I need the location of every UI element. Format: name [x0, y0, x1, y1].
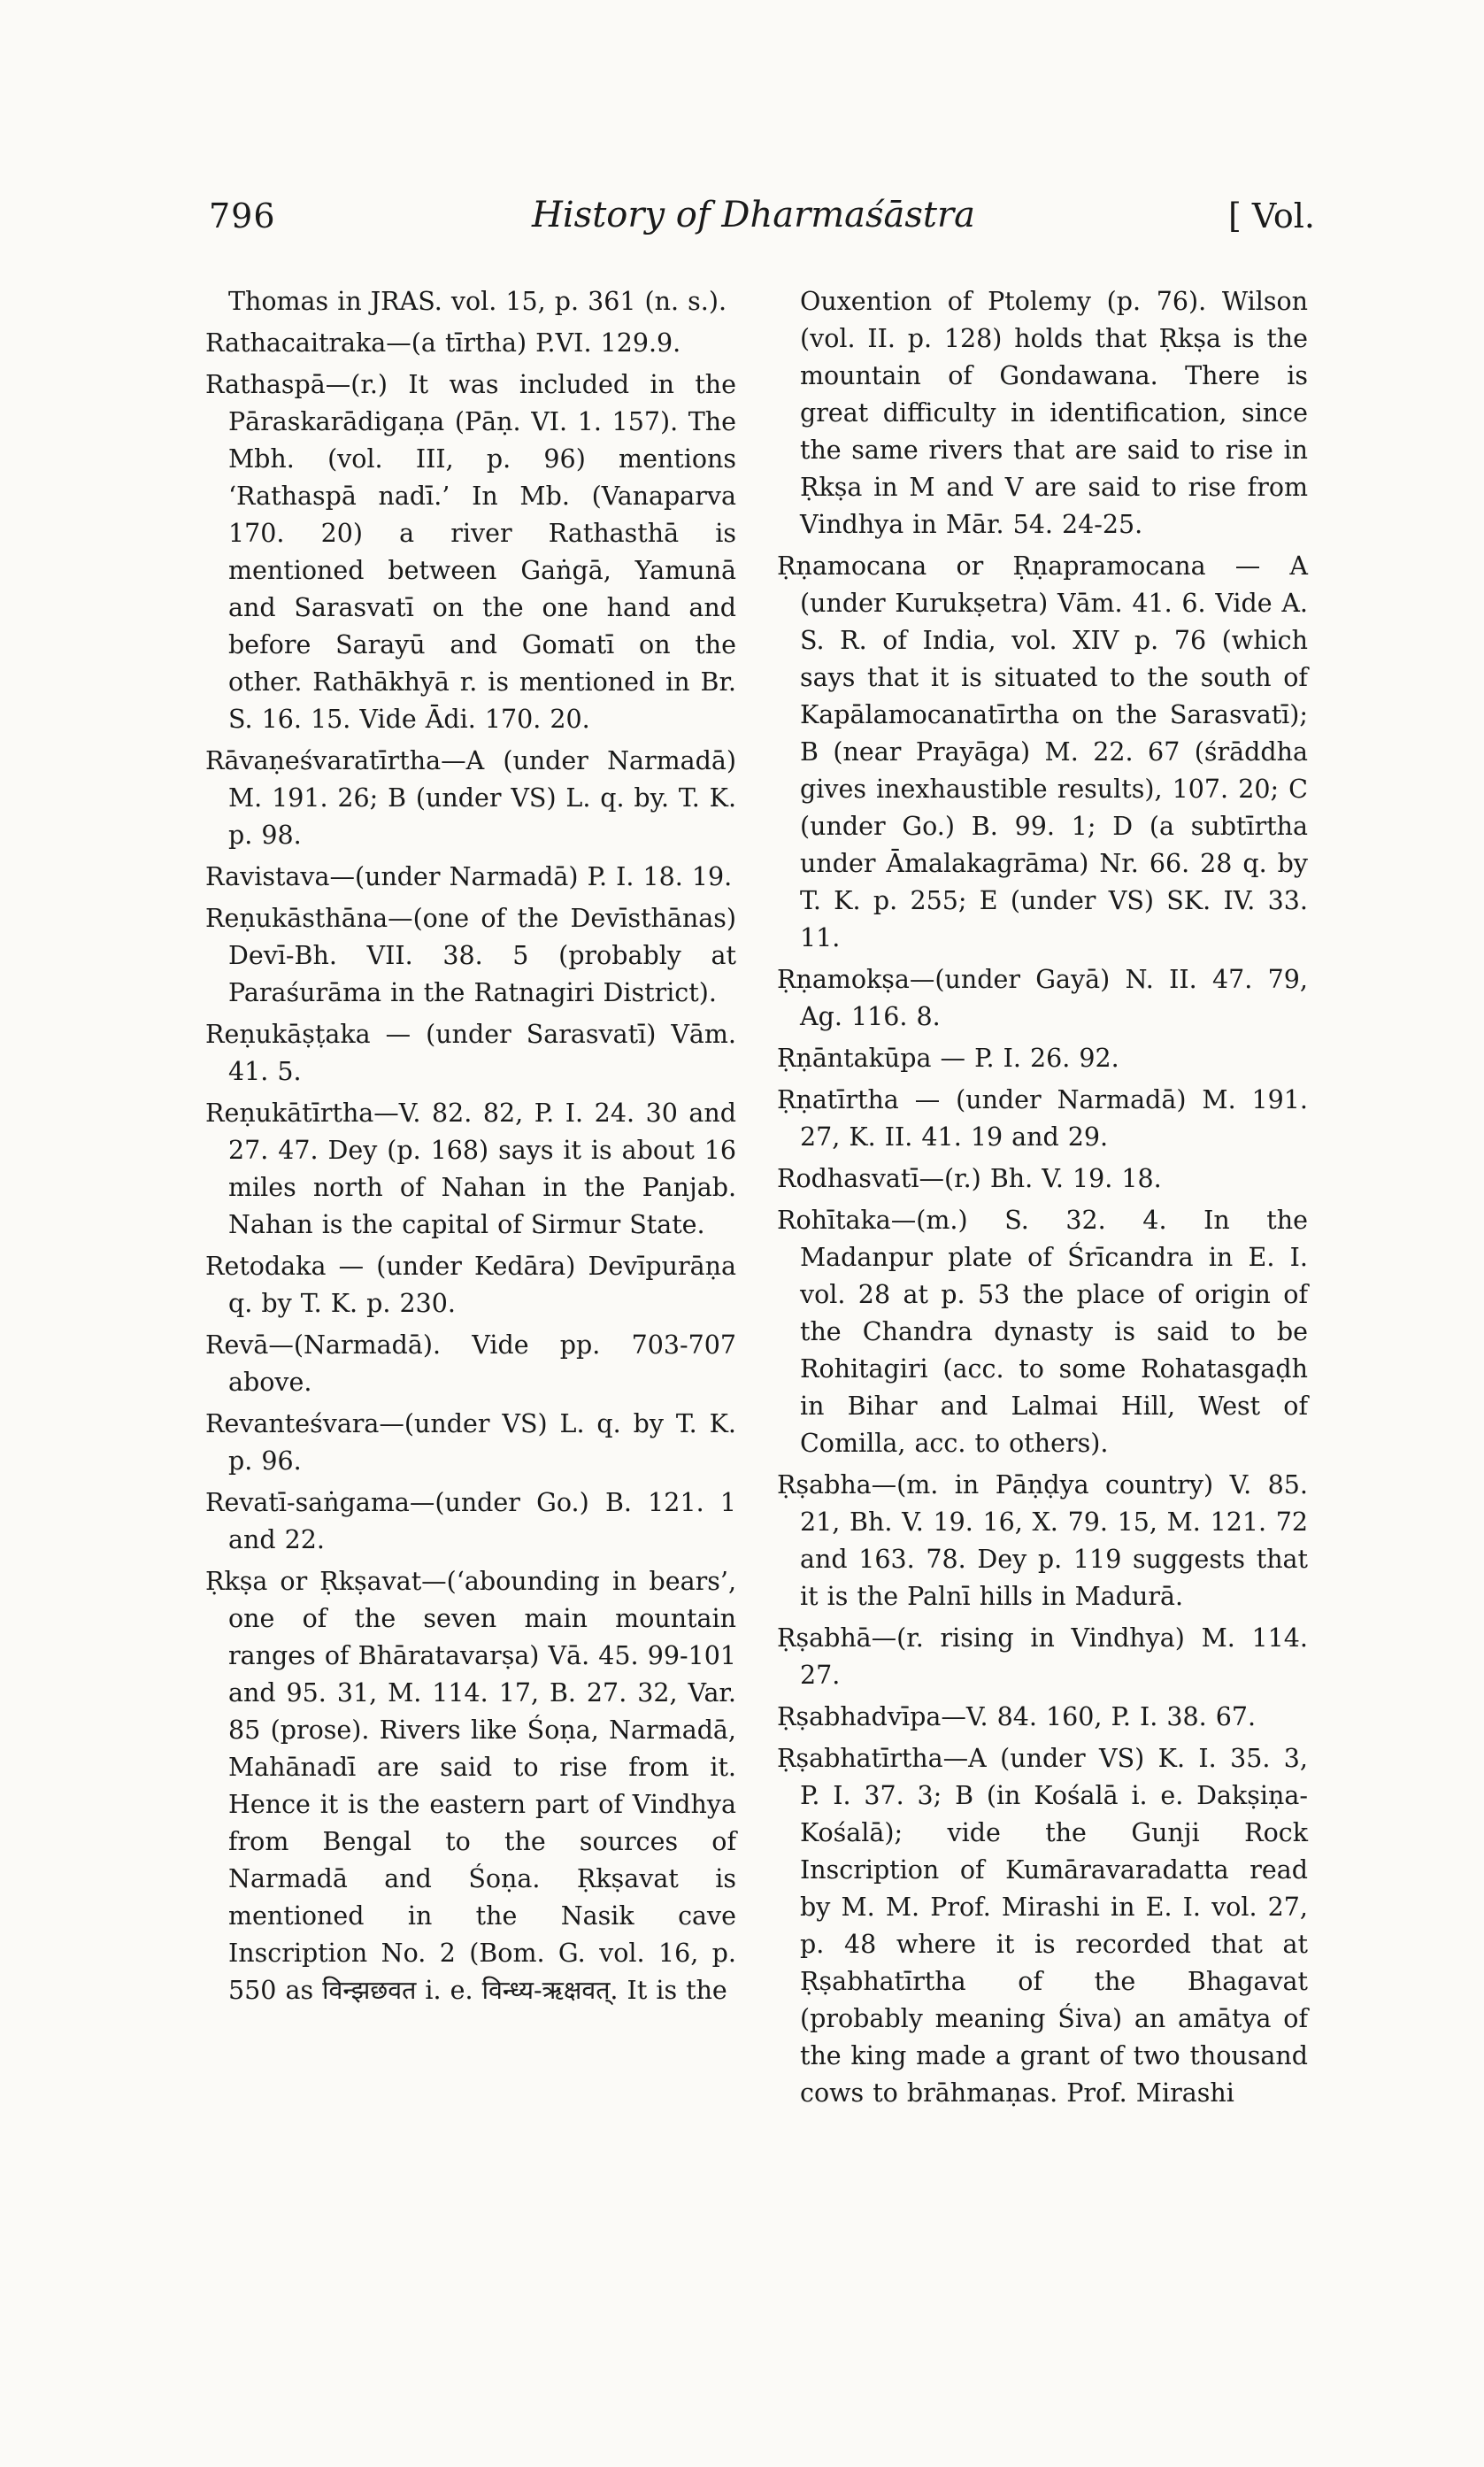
entry-ravanesvaratirtha: Rāvaṇeśvaratīrtha—A (under Narmadā) M. 191. 26; B (under VS) L. q. by. T. K. p. 98.: [205, 746, 736, 850]
entry-revantesvara: Revanteśvara—(under VS) L. q. by T. K. p. 96.: [205, 1409, 736, 1476]
page-header: [209, 197, 1315, 250]
entry-rodhasvati: Rodhasvatī—(r.) Bh. V. 19. 18.: [777, 1164, 1162, 1193]
entry-rksa: Ṛkṣa or Ṛkṣavat—(‘abounding in bears’, one of the seven main mountain ranges of Bhāratavarṣa) Vā. 45. 99-101 and 95. 31, M. 114. 17, B. 27. 32, Var. 85 (prose). Rivers like Śoṇa, Narmadā, Mahānadī are said to rise from it. Hence it is the eastern part of Vindhya from Bengal to the sources of Narmadā and Śoṇa. Ṛkṣavat is mentioned in the Nasik cave Inscription No. 2 (Bom. G. vol. 16, p. 550 as विन्झछवत i. e. विन्ध्य-ऋक्षवत्. It is the: [205, 1567, 736, 2005]
page-number: 796: [209, 197, 276, 235]
entry-rnatirtha: Ṛṇatīrtha — (under Narmadā) M. 191. 27, K. II. 41. 19 and 29.: [777, 1085, 1308, 1152]
entry-rnamoksa: Ṛṇamokṣa—(under Gayā) N. II. 47. 79, Ag. 116. 8.: [777, 965, 1308, 1031]
entry-revati-sangama: Revatī-saṅgama—(under Go.) B. 121. 1 and 22.: [205, 1488, 736, 1554]
right-column: [777, 283, 1308, 2116]
entry-rnamocana: Ṛṇamocana or Ṛṇapramocana — A (under Kurukṣetra) Vām. 41. 6. Vide A. S. R. of India, vol. XIV p. 76 (which says that it is situated to the south of Kapālamocanatīrtha on the Sarasvatī); B (near Prayāga) M. 22. 67 (śrāddha gives inexhaustible results), 107. 20; C (under Go.) B. 99. 1; D (a subtīrtha under Āmalakagrāma) Nr. 66. 28 q. by T. K. p. 255; E (under VS) SK. IV. 33. 11.: [777, 551, 1308, 952]
entry-rsabhatirtha: Ṛṣabhatīrtha—A (under VS) K. I. 35. 3, P. I. 37. 3; B (in Kośalā i. e. Dakṣiṇa-Kośalā); vide the Gunji Rock Inscription of Kumāravaradatta read by M. M. Prof. Mirashi in E. I. vol. 27, p. 48 where it is recorded that at Ṛṣabhatīrtha of the Bhagavat (probably meaning Śiva) an amātya of the king made a grant of two thousand cows to brāhmaṇas. Prof. Mirashi: [777, 1744, 1308, 2108]
entry-rathacaitraka: Rathacaitraka—(a tīrtha) P.VI. 129.9.: [205, 328, 681, 358]
running-title: History of Dharmaśāstra: [532, 195, 975, 235]
entry-reva: Revā—(Narmadā). Vide pp. 703-707 above.: [205, 1330, 736, 1397]
entry-rathaspa: Rathaspā—(r.) It was included in the Pāraskarādigaṇa (Pāṇ. VI. 1. 157). The Mbh. (vol. III, p. 96) mentions ‘Rathaspā nadī.’ In Mb. (Vanaparva 170. 20) a river Rathasthā is mentioned between Gaṅgā, Yamunā and Sarasvatī on the one hand and before Sarayū and Gomatī on the other. Rathākhyā r. is mentioned in Br. S. 16. 15. Vide Ādi. 170. 20.: [205, 370, 736, 734]
entry-continuation: Ouxention of Ptolemy (p. 76). Wilson (vol. II. p. 128) holds that Ṛkṣa is the mountain of Gondawana. There is great difficulty in identification, since the same rivers that are said to rise in Ṛkṣa in M and V are said to rise from Vindhya in Mār. 54. 24-25.: [800, 287, 1308, 539]
entry-rsabha-river: Ṛṣabhā—(r. rising in Vindhya) M. 114. 27.: [777, 1623, 1308, 1690]
entry-rsabhadvipa: Ṛṣabhadvīpa—V. 84. 160, P. I. 38. 67.: [777, 1702, 1257, 1731]
left-column: [205, 283, 736, 2014]
entry-rohitaka: Rohītaka—(m.) S. 32. 4. In the Madanpur plate of Śrīcandra in E. I. vol. 28 at p. 53 the place of origin of the Chandra dynasty is said to be Rohitagiri (acc. to some Rohatasgaḍh in Bihar and Lalmai Hill, West of Comilla, acc. to others).: [777, 1206, 1308, 1458]
entry-ravistava: Ravistava—(under Narmadā) P. I. 18. 19.: [205, 862, 733, 891]
entry-retodaka: Retodaka — (under Kedāra) Devīpurāṇa q. by T. K. p. 230.: [205, 1252, 736, 1318]
entry-renukatirtha: Reṇukātīrtha—V. 82. 82, P. I. 24. 30 and 27. 47. Dey (p. 168) says it is about 16 miles north of Nahan in the Panjab. Nahan is the capital of Sirmur State.: [205, 1099, 736, 1239]
entry-renukasthana: Reṇukāsthāna—(one of the Devīsthānas) Devī-Bh. VII. 38. 5 (probably at Paraśurāma in the Ratnagiri District).: [205, 904, 736, 1007]
entry-renukastaka: Reṇukāṣṭaka — (under Sarasvatī) Vām. 41. 5.: [205, 1020, 736, 1086]
entry-rsabha: Ṛṣabha—(m. in Pāṇḍya country) V. 85. 21, Bh. V. 19. 16, X. 79. 15, M. 121. 72 and 163. 78. Dey p. 119 suggests that it is the Palnī hills in Madurā.: [777, 1470, 1308, 1611]
volume-label: [ Vol.: [1228, 197, 1315, 235]
entry-continuation: Thomas in JRAS. vol. 15, p. 361 (n. s.).: [228, 287, 727, 316]
entry-rnantakupa: Ṛṇāntakūpa — P. I. 26. 92.: [777, 1044, 1119, 1073]
